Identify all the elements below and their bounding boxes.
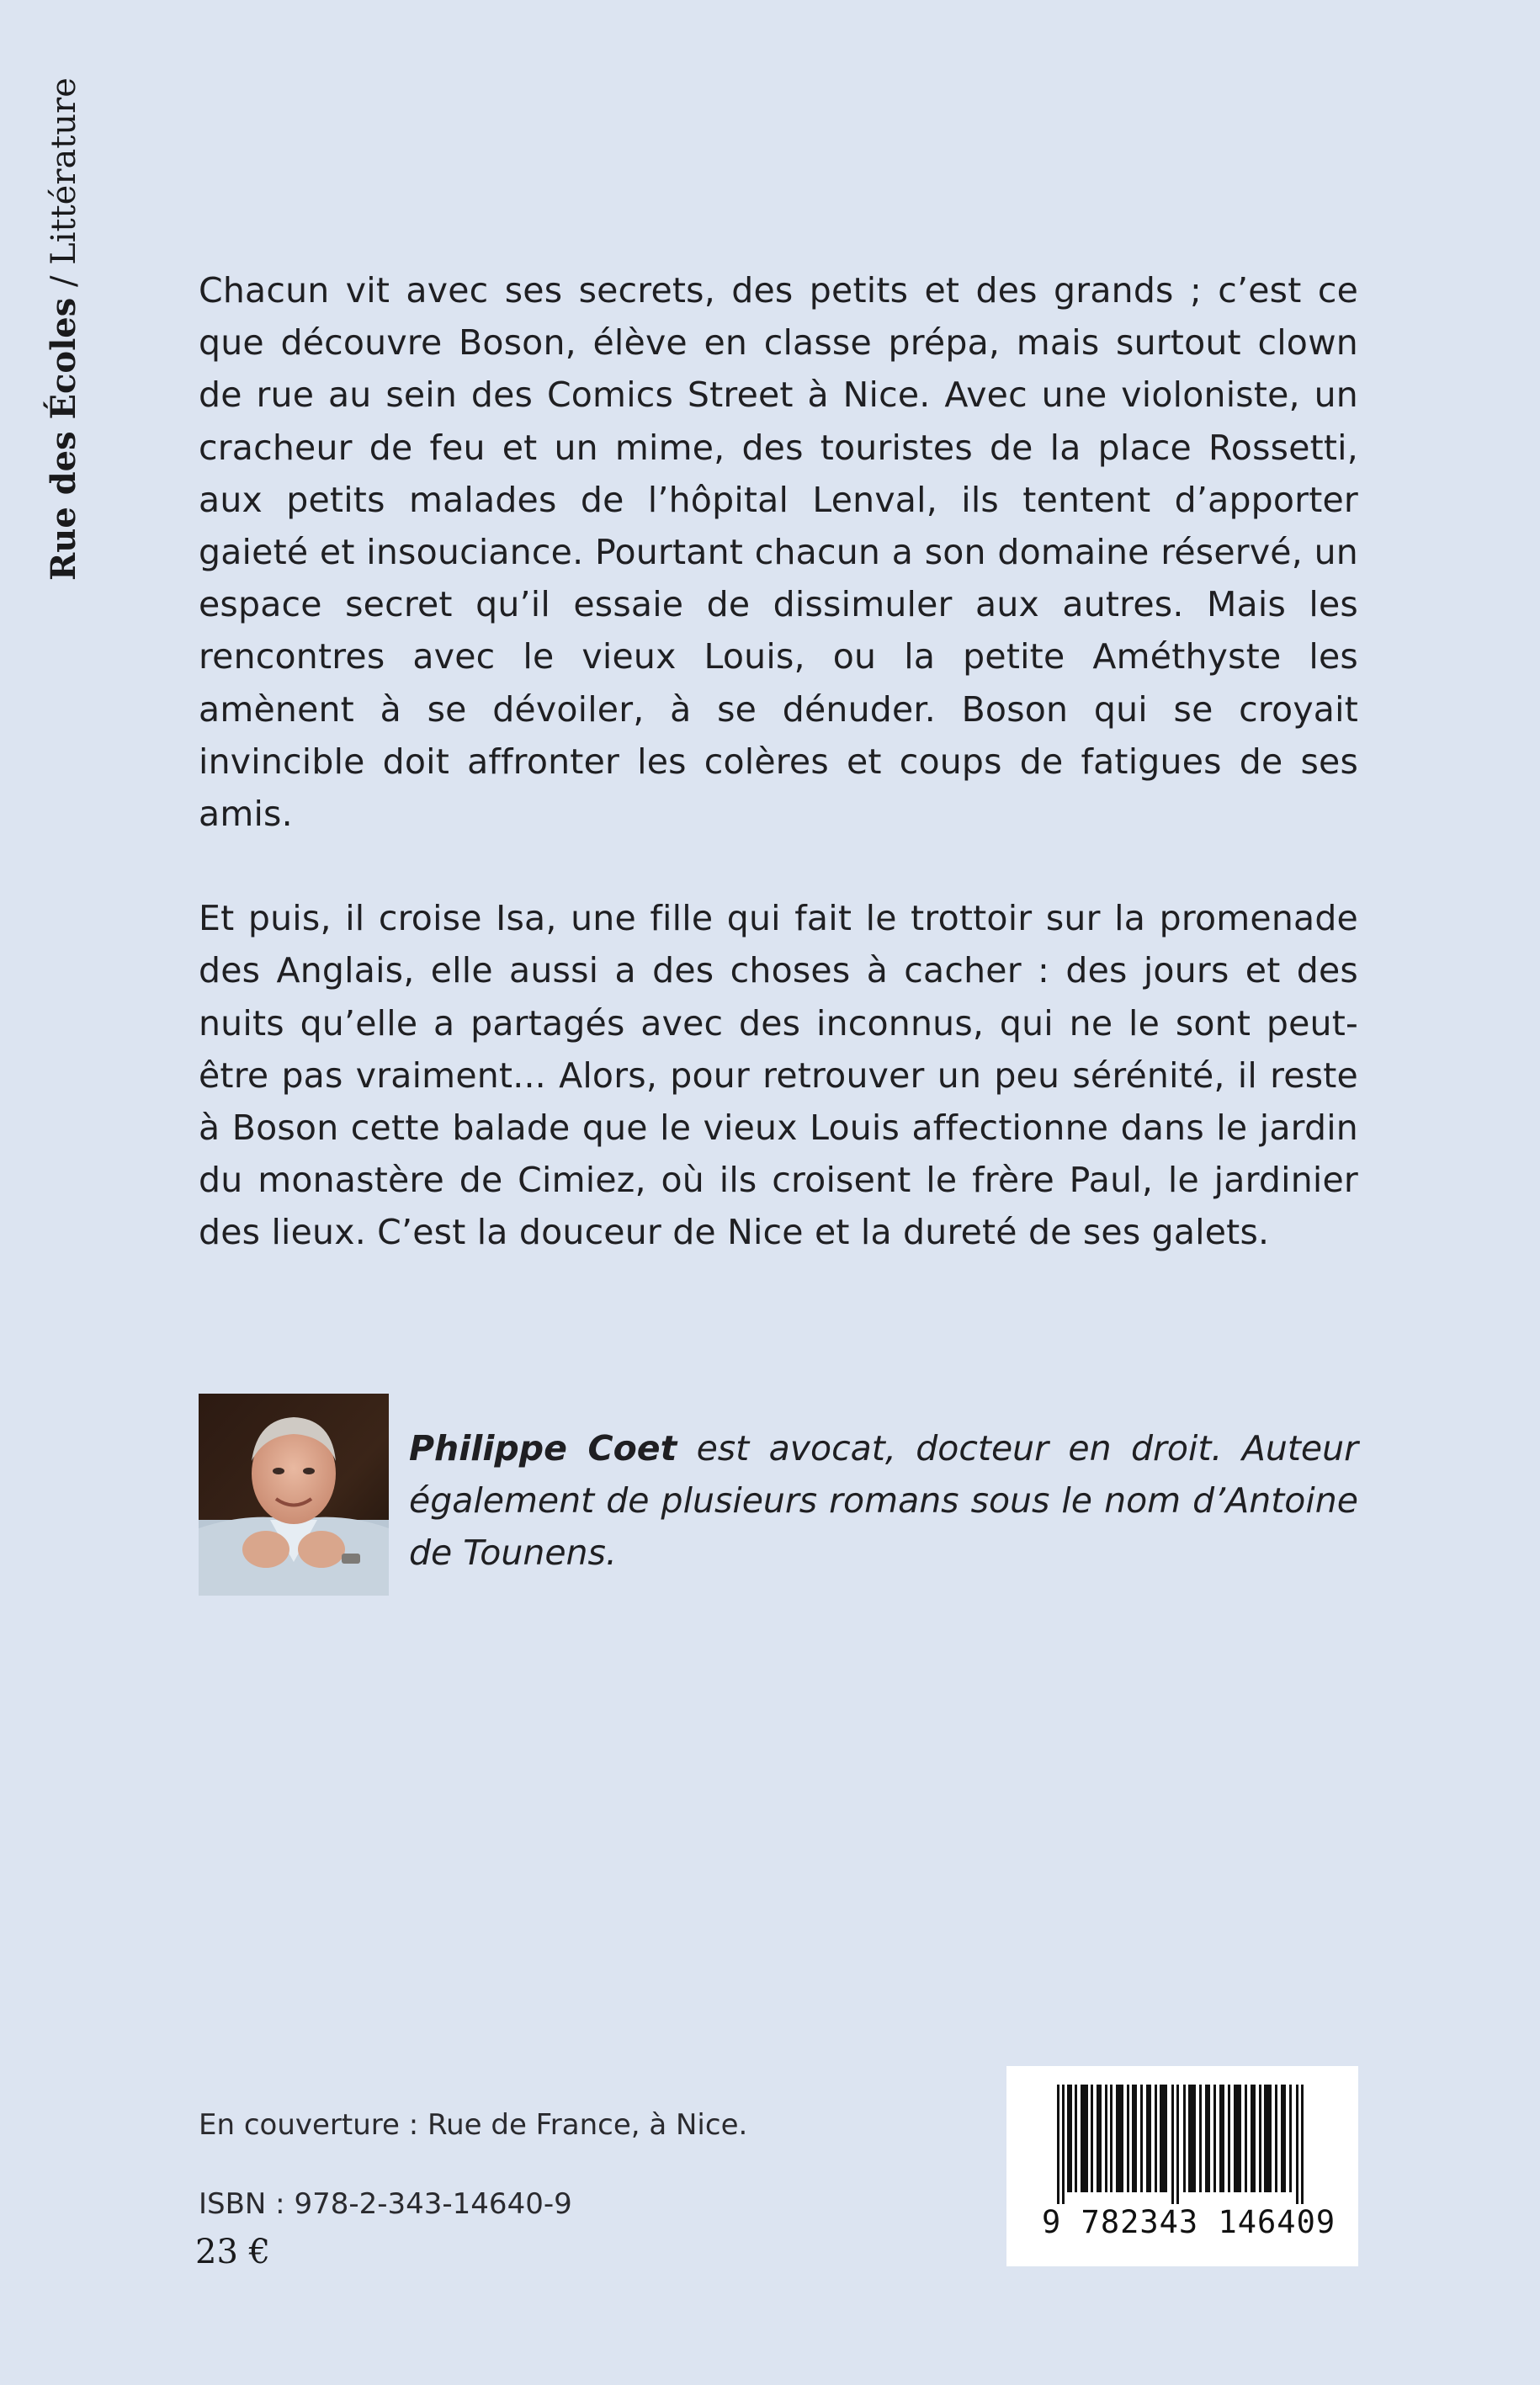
synopsis-paragraph-2: Et puis, il croise Isa, une fille qui fait le trottoir sur la promenade des Anglais, elle aussi a des choses à cacher : des jours et des nuits qu’elle a partagés avec des inconnus, qui ne le sont peut-être pas vraiment... Alors, pour retrouver un peu sérénité, il reste à Boson cette balade que le vieux Louis affectionne dans le jardin du monastère de Cimiez, où ils croisent le frère Paul, le jardinier des lieux. C’est la douceur de Nice et la dureté de ses galets. [199,898,1358,1253]
author-photo [199,1394,389,1596]
author-bio [409,1422,1358,1579]
cover-credit: En couverture : Rue de France, à Nice. [199,2108,748,2142]
synopsis [199,264,1358,1259]
collection-name: Rue des Écoles [44,297,83,581]
barcode-digits: 9 782343 146409 [1042,2204,1336,2240]
price: 23 € [195,2233,271,2271]
spine-separator: / [45,264,83,298]
category-name: Littérature [45,77,83,265]
barcode-bars [1057,2085,1309,2204]
spine-collection-label [39,76,89,581]
barcode [1006,2066,1358,2266]
isbn: ISBN : 978-2-343-14640-9 [199,2187,572,2221]
synopsis-paragraph-1: Chacun vit avec ses secrets, des petits et des grands ; c’est ce que découvre Boson, élève en classe prépa, mais surtout clown de rue au sein des Comics Street à Nice. Avec une violoniste, un cracheur de feu et un mime, des touristes de la place Rossetti, aux petits malades de l’hôpital Lenval, ils tentent d’apporter gaieté et insouciance. Pourtant chacun a son domaine réservé, un espace secret qu’il essaie de dissimuler aux autres. Mais les rencontres avec le vieux Louis, ou la petite Améthyste les amènent à se dévoiler, à se dénuder. Boson qui se croyait invincible doit affronter les colères et coups de fatigues de ses amis. [199,270,1358,835]
author-bio-text: est avocat, docteur en droit. Auteur également de plusieurs romans sous le nom d’Antoine de Tounens. [409,1428,1358,1573]
author-name: Philippe Coet [409,1428,677,1469]
